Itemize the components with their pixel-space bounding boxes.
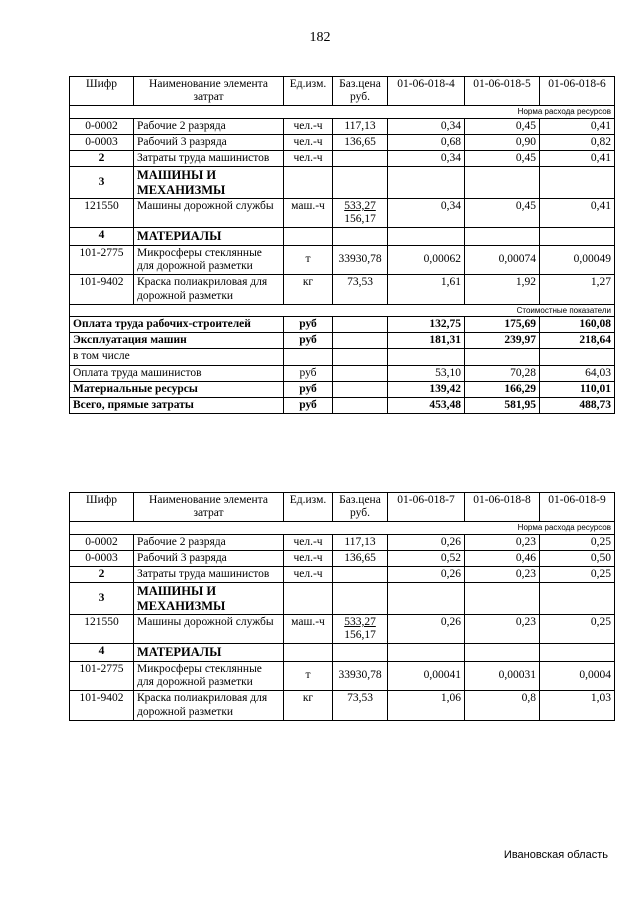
header-col-3: 01-06-018-9: [540, 493, 615, 522]
row-price: 533,27: [344, 200, 376, 213]
section-code: 3: [70, 167, 134, 199]
section-code: 3: [70, 583, 134, 615]
row-code: 2: [70, 567, 134, 583]
cost-value: 64,03: [540, 365, 615, 381]
header-col-1: 01-06-018-4: [388, 77, 465, 106]
table-row: [70, 661, 615, 690]
header-code: Шифр: [70, 77, 134, 106]
cost-label-row: [70, 304, 615, 316]
row-value: 0,25: [540, 567, 615, 583]
table-row: [70, 199, 615, 228]
norm-label: Норма расхода ресурсов: [70, 522, 615, 534]
table-row: [70, 151, 615, 167]
header-col-3: 01-06-018-6: [540, 77, 615, 106]
row-price-secondary: 156,17: [344, 629, 376, 642]
row-name: Рабочий 3 разряда: [134, 550, 284, 566]
row-unit: чел.-ч: [284, 534, 333, 550]
row-price: 117,13: [333, 118, 388, 134]
row-name: Микросферы стеклянные для дорожной разметки: [134, 661, 284, 690]
row-value: 0,34: [388, 118, 465, 134]
row-value: 0,45: [465, 151, 540, 167]
row-price-cell: [333, 615, 388, 644]
row-value: 1,06: [388, 691, 465, 720]
cost-value: 175,69: [465, 316, 540, 332]
row-price-secondary: 156,17: [344, 213, 376, 226]
cost-value: 70,28: [465, 365, 540, 381]
row-code: 0-0002: [70, 534, 134, 550]
row-code: 101-2775: [70, 661, 134, 690]
row-name: Рабочие 2 разряда: [134, 118, 284, 134]
cost-row: [70, 333, 615, 349]
row-unit: чел.-ч: [284, 134, 333, 150]
section-title: МАШИНЫ И МЕХАНИЗМЫ: [134, 583, 284, 615]
cost-row: [70, 316, 615, 332]
row-unit: чел.-ч: [284, 550, 333, 566]
resource-table-2: [69, 492, 615, 721]
section-title: МАШИНЫ И МЕХАНИЗМЫ: [134, 167, 284, 199]
row-value: 0,26: [388, 534, 465, 550]
row-unit: маш.-ч: [284, 615, 333, 644]
row-price: 136,65: [333, 550, 388, 566]
row-value: 0,82: [540, 134, 615, 150]
row-value: 0,8: [465, 691, 540, 720]
row-code: 0-0003: [70, 134, 134, 150]
row-name: Затраты труда машинистов: [134, 567, 284, 583]
header-code: Шифр: [70, 493, 134, 522]
row-name: Рабочие 2 разряда: [134, 534, 284, 550]
row-value: 0,68: [388, 134, 465, 150]
row-value: 0,23: [465, 567, 540, 583]
row-value: 1,61: [388, 275, 465, 304]
header-col-2: 01-06-018-8: [465, 493, 540, 522]
row-code: 101-9402: [70, 691, 134, 720]
row-name: Краска полиакриловая для дорожной разметки: [134, 691, 284, 720]
row-unit: чел.-ч: [284, 118, 333, 134]
cost-name: Эксплуатация машин: [70, 333, 284, 349]
row-value: 0,45: [465, 199, 540, 228]
section-row: [70, 644, 615, 661]
row-value: 0,41: [540, 118, 615, 134]
row-value: 0,25: [540, 534, 615, 550]
row-value: 0,52: [388, 550, 465, 566]
table-row: [70, 134, 615, 150]
row-value: 0,45: [465, 118, 540, 134]
cost-name: в том числе: [70, 349, 284, 365]
table-header-row: [70, 493, 615, 522]
header-price: Баз.цена руб.: [333, 77, 388, 106]
cost-value: 488,73: [540, 398, 615, 414]
norm-label: Норма расхода ресурсов: [70, 106, 615, 118]
table-row: [70, 534, 615, 550]
row-value: 0,00031: [465, 661, 540, 690]
row-value: 1,03: [540, 691, 615, 720]
row-code: 101-2775: [70, 245, 134, 274]
row-value: 0,26: [388, 615, 465, 644]
row-value: 0,34: [388, 151, 465, 167]
row-name: Затраты труда машинистов: [134, 151, 284, 167]
cost-value: 239,97: [465, 333, 540, 349]
cost-value: 110,01: [540, 381, 615, 397]
row-value: 0,25: [540, 615, 615, 644]
row-unit: т: [284, 661, 333, 690]
cost-value: 53,10: [388, 365, 465, 381]
cost-value: 581,95: [465, 398, 540, 414]
table-row: [70, 550, 615, 566]
row-code: 121550: [70, 615, 134, 644]
header-col-2: 01-06-018-5: [465, 77, 540, 106]
row-code: 101-9402: [70, 275, 134, 304]
row-value: 0,34: [388, 199, 465, 228]
row-value: 0,46: [465, 550, 540, 566]
row-unit: т: [284, 245, 333, 274]
row-value: 0,41: [540, 151, 615, 167]
row-unit: чел.-ч: [284, 151, 333, 167]
table-row: [70, 691, 615, 720]
row-value: 0,90: [465, 134, 540, 150]
section-title: МАТЕРИАЛЫ: [134, 228, 284, 245]
resource-table-1: [69, 76, 615, 414]
cost-value: 218,64: [540, 333, 615, 349]
section-title: МАТЕРИАЛЫ: [134, 644, 284, 661]
cost-value: 453,48: [388, 398, 465, 414]
row-code: 0-0002: [70, 118, 134, 134]
row-unit: кг: [284, 691, 333, 720]
cost-value: 160,08: [540, 316, 615, 332]
cost-value: 139,42: [388, 381, 465, 397]
row-price-cell: [333, 199, 388, 228]
cost-row: [70, 365, 615, 381]
cost-row: [70, 349, 615, 365]
row-name: Машины дорожной службы: [134, 199, 284, 228]
header-col-1: 01-06-018-7: [388, 493, 465, 522]
table-row: [70, 245, 615, 274]
norm-label-row: [70, 522, 615, 534]
section-row: [70, 167, 615, 199]
cost-label: Стоимостные показатели: [70, 304, 615, 316]
header-unit: Ед.изм.: [284, 77, 333, 106]
section-code: 4: [70, 644, 134, 661]
cost-row: [70, 398, 615, 414]
row-name: Машины дорожной службы: [134, 615, 284, 644]
row-value: 0,50: [540, 550, 615, 566]
cost-name: Оплата труда рабочих-строителей: [70, 316, 284, 332]
row-value: 0,00041: [388, 661, 465, 690]
cost-unit: руб: [284, 316, 333, 332]
cost-value: 181,31: [388, 333, 465, 349]
row-unit: чел.-ч: [284, 567, 333, 583]
row-price: 533,27: [344, 616, 376, 629]
header-name: Наименование элемента затрат: [134, 493, 284, 522]
cost-value: 166,29: [465, 381, 540, 397]
cost-row: [70, 381, 615, 397]
row-value: 0,0004: [540, 661, 615, 690]
row-price: [333, 151, 388, 167]
row-value: 0,00074: [465, 245, 540, 274]
cost-unit: руб: [284, 333, 333, 349]
section-row: [70, 228, 615, 245]
row-value: 1,27: [540, 275, 615, 304]
cost-name: Материальные ресурсы: [70, 381, 284, 397]
row-code: 121550: [70, 199, 134, 228]
row-code: 0-0003: [70, 550, 134, 566]
row-value: 0,26: [388, 567, 465, 583]
row-value: 0,00049: [540, 245, 615, 274]
cost-unit: руб: [284, 381, 333, 397]
row-unit: маш.-ч: [284, 199, 333, 228]
section-row: [70, 583, 615, 615]
row-code: 2: [70, 151, 134, 167]
row-value: 0,41: [540, 199, 615, 228]
table-row: [70, 567, 615, 583]
page-number: 182: [309, 30, 331, 45]
table-row: [70, 118, 615, 134]
section-code: 4: [70, 228, 134, 245]
header-price: Баз.цена руб.: [333, 493, 388, 522]
row-name: Краска полиакриловая для дорожной разметки: [134, 275, 284, 304]
header-name: Наименование элемента затрат: [134, 77, 284, 106]
row-price: 136,65: [333, 134, 388, 150]
table-row: [70, 615, 615, 644]
table-row: [70, 275, 615, 304]
table-header-row: [70, 77, 615, 106]
header-unit: Ед.изм.: [284, 493, 333, 522]
footer-region: Ивановская область: [503, 849, 608, 861]
cost-value: 132,75: [388, 316, 465, 332]
cost-unit: руб: [284, 365, 333, 381]
row-price: 117,13: [333, 534, 388, 550]
row-value: 0,23: [465, 615, 540, 644]
row-name: Микросферы стеклянные для дорожной разметки: [134, 245, 284, 274]
row-price: [333, 567, 388, 583]
row-value: 1,92: [465, 275, 540, 304]
cost-name: Всего, прямые затраты: [70, 398, 284, 414]
row-price: 73,53: [333, 691, 388, 720]
cost-name: Оплата труда машинистов: [70, 365, 284, 381]
row-value: 0,00062: [388, 245, 465, 274]
row-name: Рабочий 3 разряда: [134, 134, 284, 150]
row-value: 0,23: [465, 534, 540, 550]
row-price: 33930,78: [333, 245, 388, 274]
row-unit: кг: [284, 275, 333, 304]
cost-unit: руб: [284, 398, 333, 414]
row-price: 73,53: [333, 275, 388, 304]
row-price: 33930,78: [333, 661, 388, 690]
norm-label-row: [70, 106, 615, 118]
